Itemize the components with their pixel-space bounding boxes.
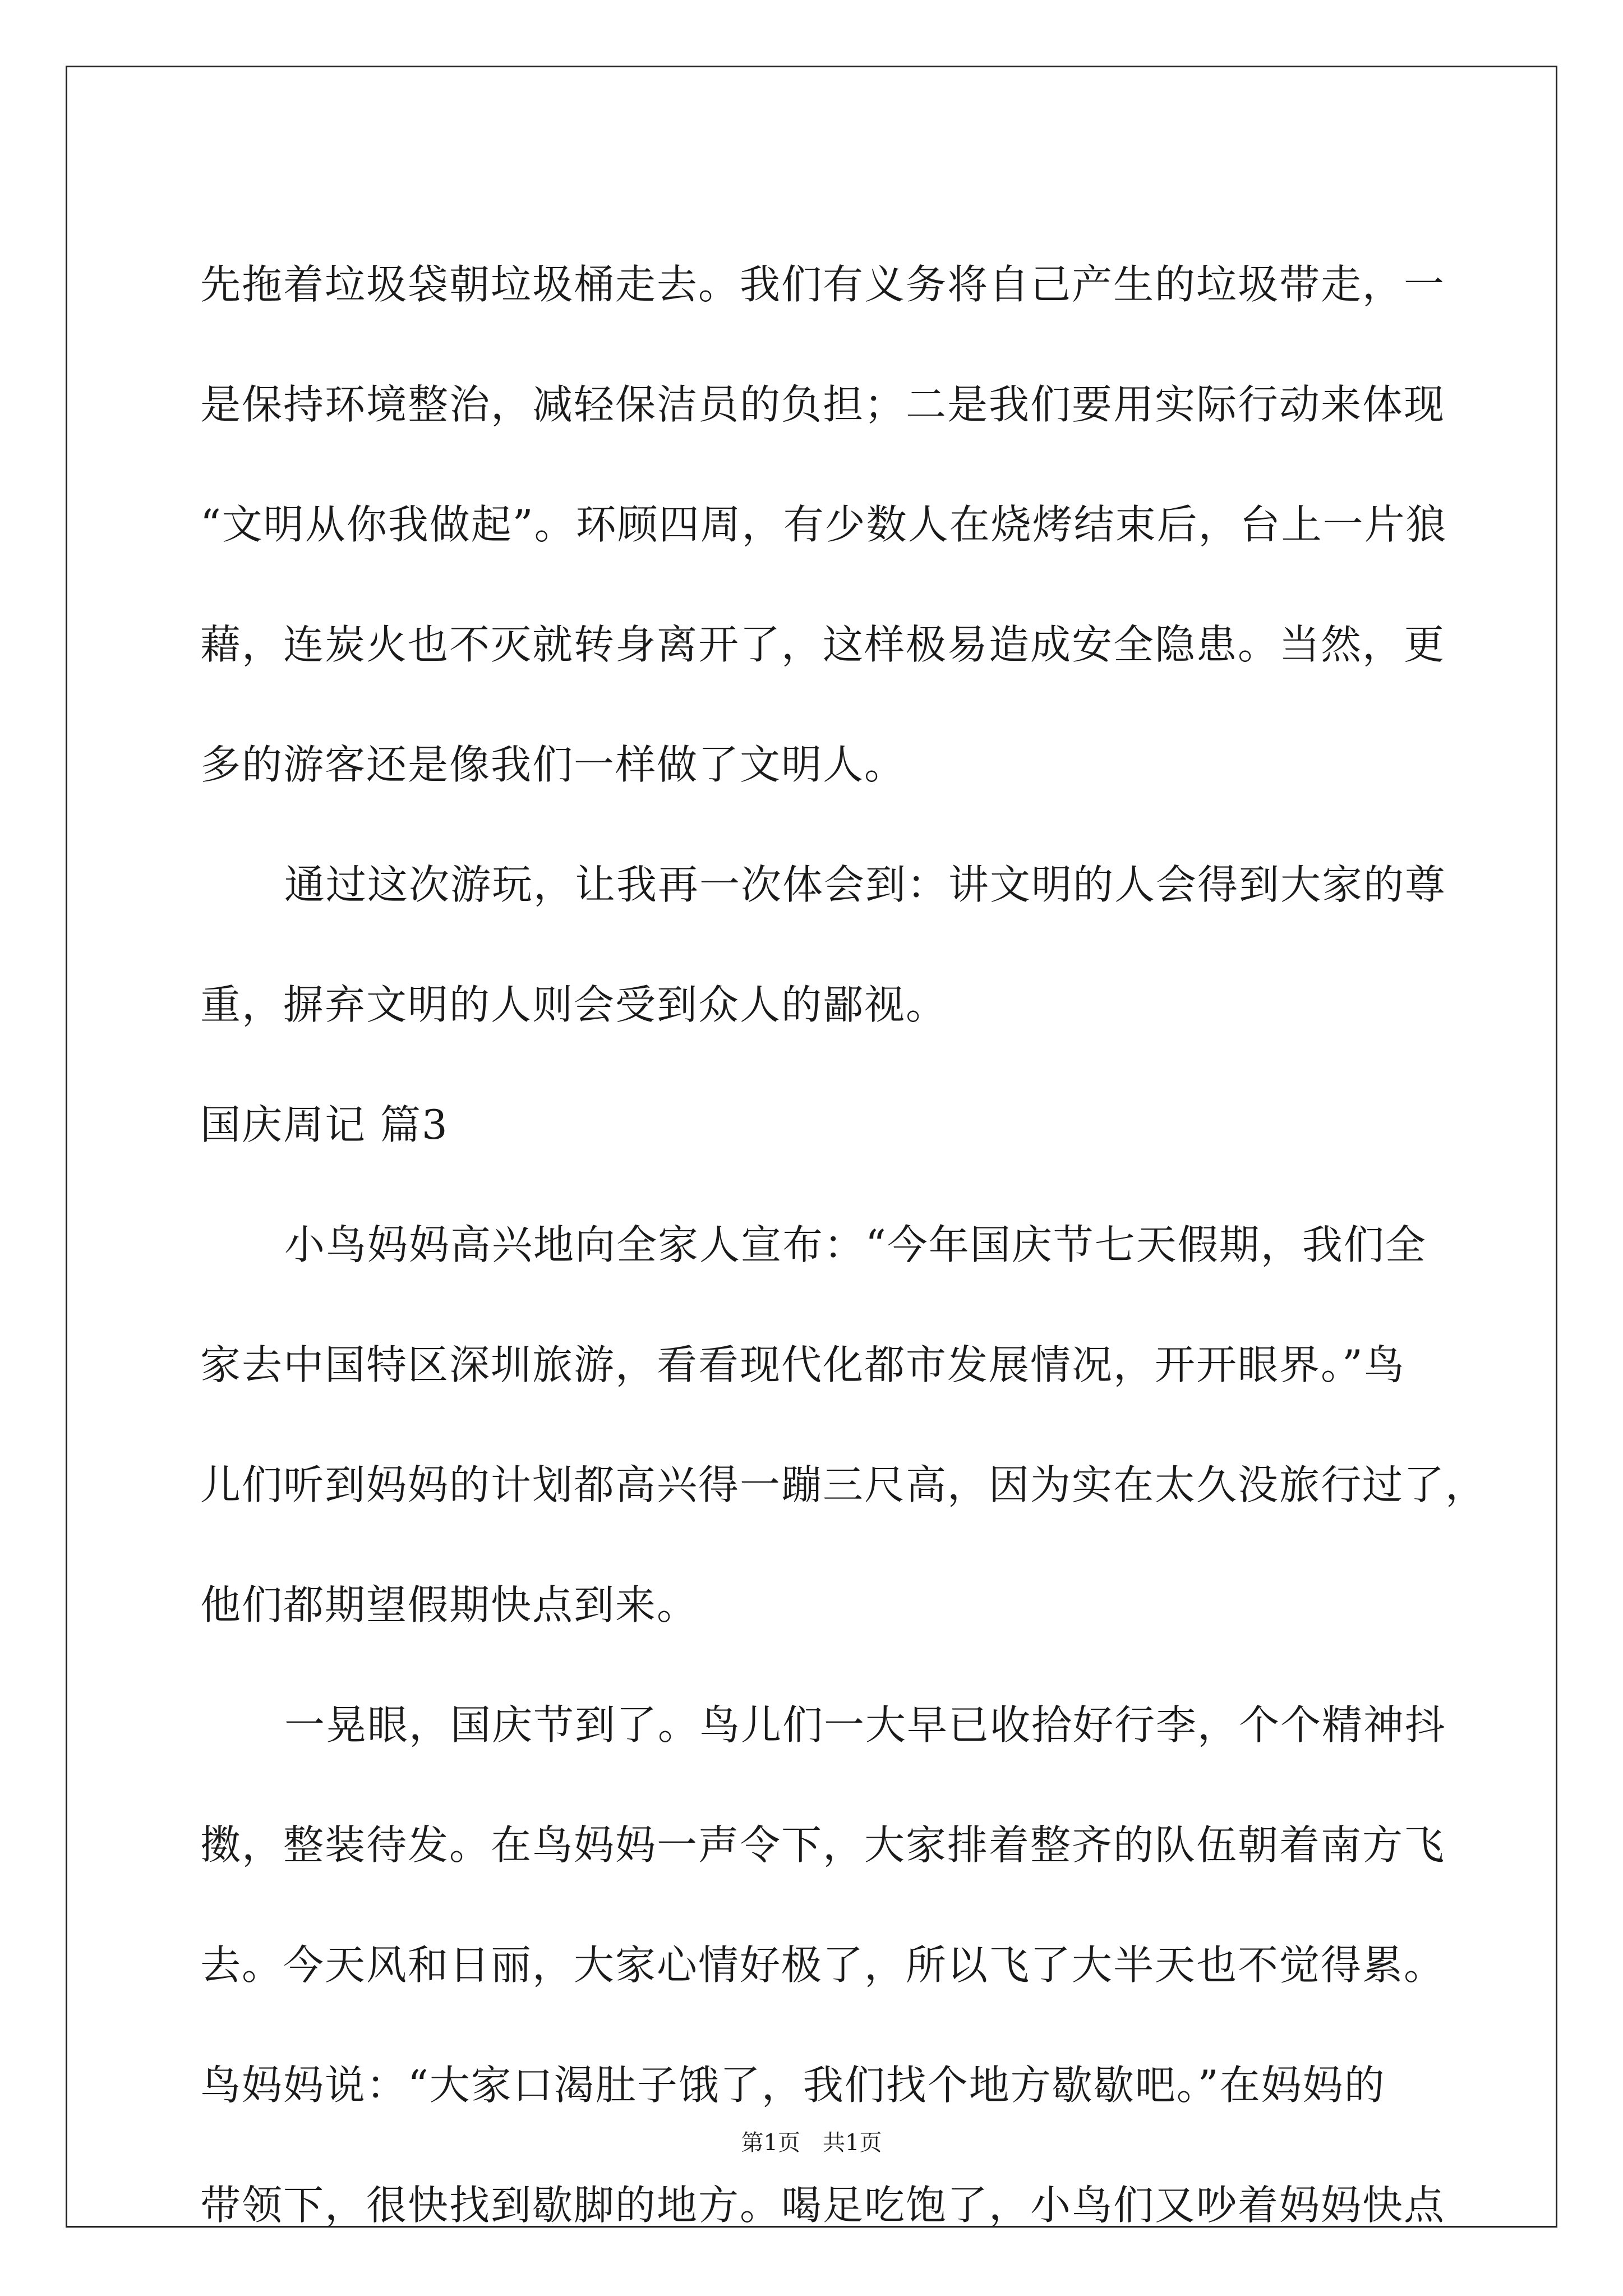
text-line: 是保持环境整治，减轻保洁员的负担；二是我们要用实际行动来体现 [200, 381, 1446, 428]
text-line: 擞，整装待发。在鸟妈妈一声令下，大家排着整齐的队伍朝着南方飞 [200, 1821, 1446, 1869]
text-line: 一晃眼，国庆节到了。鸟儿们一大早已收拾好行李，个个精神抖 [284, 1701, 1447, 1749]
text-line: 多的游客还是像我们一样做了文明人。 [200, 741, 906, 788]
text-line: 藉，连炭火也不灭就转身离开了，这样极易造成安全隐患。当然，更 [200, 621, 1446, 668]
text-line: 儿们听到妈妈的计划都高兴得一蹦三尺高，因为实在太久没旅行过了， [200, 1461, 1487, 1508]
text-line: “文明从你我做起”。环顾四周，有少数人在烧烤结束后，台上一片狼 [200, 501, 1447, 548]
total-pages: 共1页 [823, 2130, 882, 2156]
text-line: 小鸟妈妈高兴地向全家人宣布：“今年国庆节七天假期，我们全 [284, 1221, 1427, 1268]
text-line: 重，摒弃文明的人则会受到众人的鄙视。 [200, 981, 948, 1028]
page-footer [0, 2126, 1623, 2160]
text-line: 鸟妈妈说：“大家口渴肚子饿了，我们找个地方歇歇吧。”在妈妈的 [200, 2062, 1386, 2109]
page-number: 第1页 [741, 2130, 800, 2156]
text-line: 他们都期望假期快点到来。 [200, 1581, 699, 1628]
text-line: 去。今天风和日丽，大家心情好极了，所以飞了大半天也不觉得累。 [200, 1941, 1446, 1989]
section-heading: 国庆周记 篇3 [200, 1101, 449, 1148]
text-line: 先拖着垃圾袋朝垃圾桶走去。我们有义务将自己产生的垃圾带走，一 [200, 261, 1446, 308]
text-line: 家去中国特区深圳旅游，看看现代化都市发展情况，开开眼界。”鸟 [200, 1341, 1405, 1388]
document-body [200, 224, 1487, 2265]
text-line: 通过这次游玩，让我再一次体会到：讲文明的人会得到大家的尊 [284, 861, 1447, 908]
text-line: 带领下，很快找到歇脚的地方。喝足吃饱了，小鸟们又吵着妈妈快点 [200, 2182, 1446, 2229]
